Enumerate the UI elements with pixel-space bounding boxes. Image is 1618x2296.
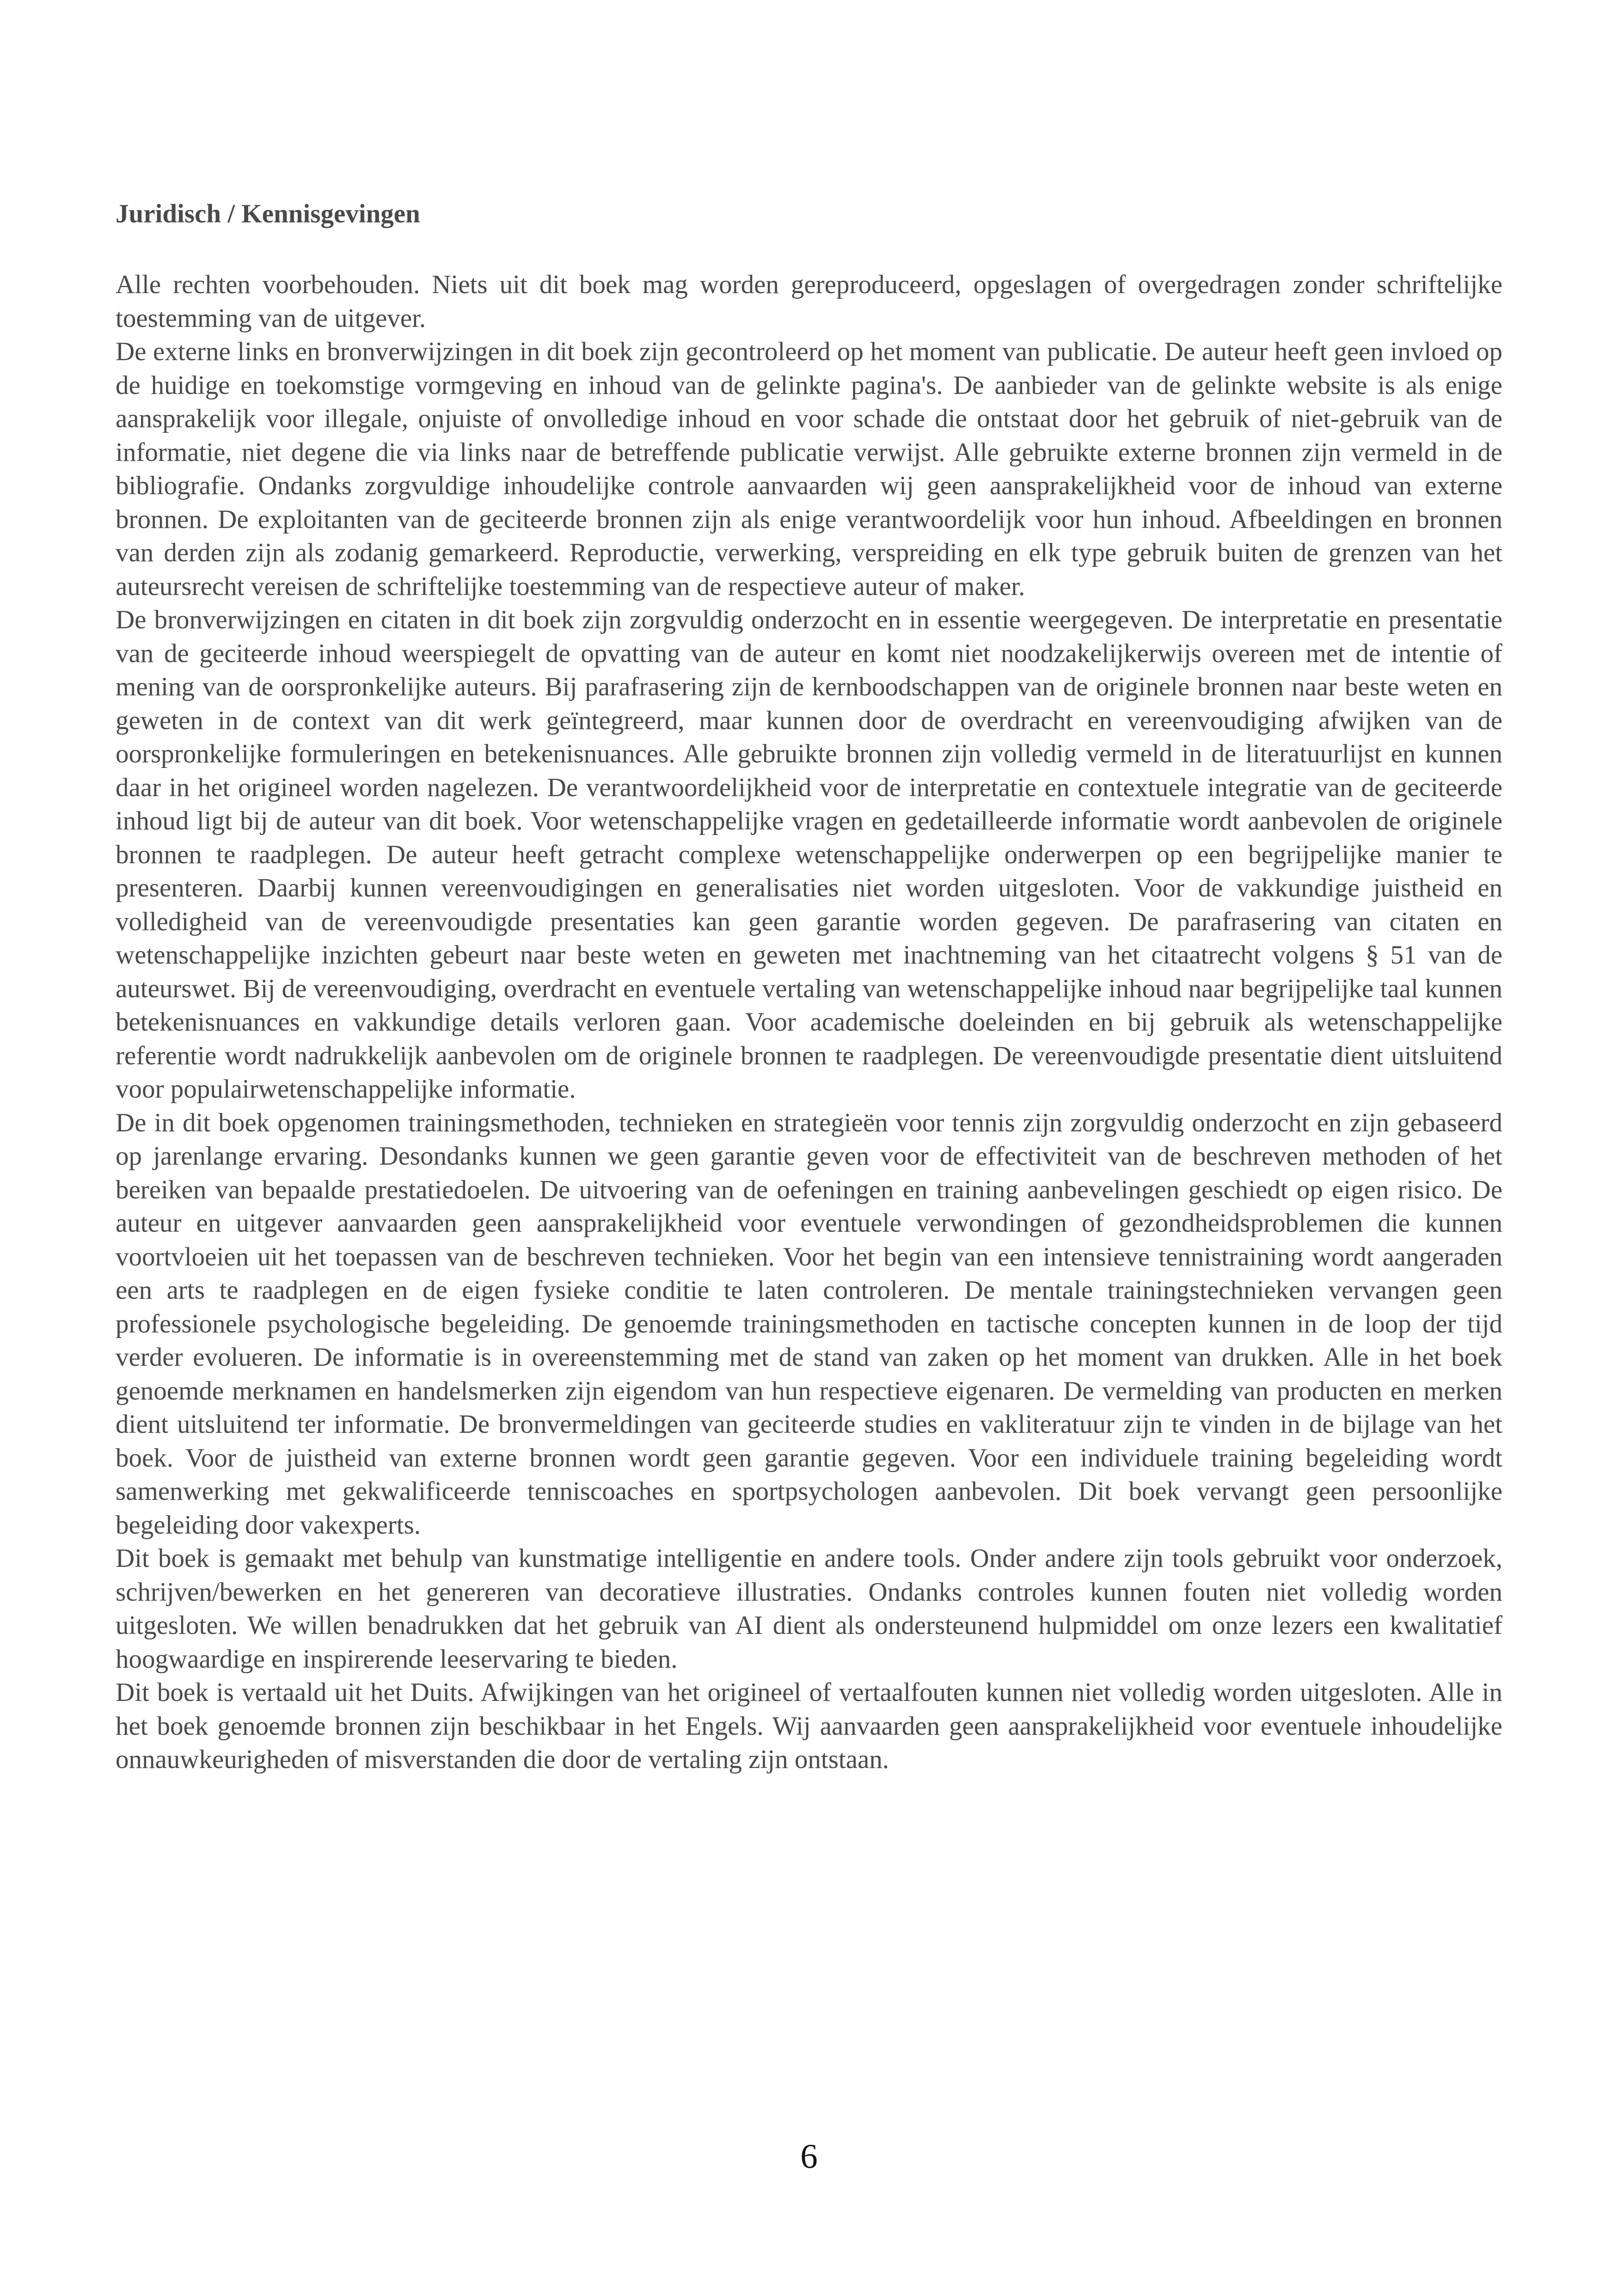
paragraph-citations: De bronverwijzingen en citaten in dit boek zijn zorgvuldig onderzocht en in essentie weergegeven. De interpretatie en presentatie van de geciteerde inhoud weerspiegelt de opvatting van de auteur en komt niet noodzakelijkerwijs overeen met de intentie of mening van de oorspronkelijke auteurs. Bij parafrasering zijn de kernboodschappen van de originele bronnen naar beste weten en geweten in de context van dit werk geïntegreerd, maar kunnen door de overdracht en vereenvoudiging afwijken van de oorspronkelijke formuleringen en betekenisnuances. Alle gebruikte bronnen zijn volledig vermeld in de literatuurlijst en kunnen daar in het origineel worden nagelezen. De verantwoordelijkheid voor de interpretatie en contextuele integratie van de geciteerde inhoud ligt bij de auteur van dit boek. Voor wetenschappelijke vragen en gedetailleerde informatie wordt aanbevolen de originele bronnen te raadplegen. De auteur heeft getracht complexe wetenschappelijke onderwerpen op een begrijpelijke manier te presenteren. Daarbij kunnen vereenvoudigingen en generalisaties niet worden uitgesloten. Voor de vakkundige juistheid en volledigheid van de vereenvoudigde presentaties kan geen garantie worden gegeven. De parafrasering van citaten en wetenschappelijke inzichten gebeurt naar beste weten en geweten met inachtneming van het citaatrecht volgens § 51 van de auteurswet. Bij de vereenvoudiging, overdracht en eventuele vertaling van wetenschappelijke inhoud naar begrijpelijke taal kunnen betekenisnuances en vakkundige details verloren gaan. Voor academische doeleinden en bij gebruik als wetenschappelijke referentie wordt nadrukkelijk aanbevolen om de originele bronnen te raadplegen. De vereenvoudigde presentatie dient uitsluitend voor populairwetenschappelijke informatie. [116,605,1502,1104]
paragraph-translation: Dit boek is vertaald uit het Duits. Afwijkingen van het origineel of vertaalfouten kunnen niet volledig worden uitgesloten. Alle in het boek genoemde bronnen zijn beschikbaar in het Engels. Wij aanvaarden geen aansprakelijkheid voor eventuele inhoudelijke onnauwkeurigheden of misverstanden die door de vertaling zijn ontstaan. [116,1678,1502,1774]
page-number: 6 [800,2137,818,2176]
paragraph-training-disclaimer: De in dit boek opgenomen trainingsmethoden, technieken en strategieën voor tennis zijn zorgvuldig onderzocht en zijn gebaseerd op jarenlange ervaring. Desondanks kunnen we geen garantie geven voor de effectiviteit van de beschreven methoden of het bereiken van bepaalde prestatiedoelen. De uitvoering van de oefeningen en training aanbevelingen geschiedt op eigen risico. De auteur en uitgever aanvaarden geen aansprakelijkheid voor eventuele verwondingen of gezondheidsproblemen die kunnen voortvloeien uit het toepassen van de beschreven technieken. Voor het begin van een intensieve tennistraining wordt aangeraden een arts te raadplegen en de eigen fysieke conditie te laten controleren. De mentale trainingstechnieken vervangen geen professionele psychologische begeleiding. De genoemde trainingsmethoden en tactische concepten kunnen in de loop der tijd verder evolueren. De informatie is in overeenstemming met de stand van zaken op het moment van drukken. Alle in het boek genoemde merknamen en handelsmerken zijn eigendom van hun respectieve eigenaren. De vermelding van producten en merken dient uitsluitend ter informatie. De bronvermeldingen van geciteerde studies en vakliteratuur zijn te vinden in de bijlage van het boek. Voor de juistheid van externe bronnen wordt geen garantie gegeven. Voor een individuele training begeleiding wordt samenwerking met gekwalificeerde tenniscoaches en sportpsychologen aanbevolen. Dit boek vervangt geen persoonlijke begeleiding door vakexperts. [116,1108,1502,1540]
page-title: Juridisch / Kennisgevingen [116,199,420,228]
paragraph-external-links: De externe links en bronverwijzingen in dit boek zijn gecontroleerd op het moment van publicatie. De auteur heeft geen invloed op de huidige en toekomstige vormgeving en inhoud van de gelinkte pagina's. De aanbieder van de gelinkte website is als enige aansprakelijk voor illegale, onjuiste of onvolledige inhoud en voor schade die ontstaat door het gebruik of niet-gebruik van de informatie, niet degene die via links naar de betreffende publicatie verwijst. Alle gebruikte externe bronnen zijn vermeld in de bibliografie. Ondanks zorgvuldige inhoudelijke controle aanvaarden wij geen aansprakelijkheid voor de inhoud van externe bronnen. De exploitanten van de geciteerde bronnen zijn als enige verantwoordelijk voor hun inhoud. Afbeeldingen en bronnen van derden zijn als zodanig gemarkeerd. Reproductie, verwerking, verspreiding en elk type gebruik buiten de grenzen van het auteursrecht vereisen de schriftelijke toestemming van de respectieve auteur of maker. [116,337,1502,601]
paragraph-ai-usage: Dit boek is gemaakt met behulp van kunstmatige intelligentie en andere tools. Onder andere zijn tools gebruikt voor onderzoek, schrijven/bewerken en het genereren van decoratieve illustraties. Ondanks controles kunnen fouten niet volledig worden uitgesloten. We willen benadrukken dat het gebruik van AI dient als ondersteunend hulpmiddel om onze lezers een kwalitatief hoogwaardige en inspirerende leeservaring te bieden. [116,1544,1502,1674]
paragraph-rights: Alle rechten voorbehouden. Niets uit dit boek mag worden gereproduceerd, opgeslagen of overgedragen zonder schriftelijke toestemming van de uitgever. [116,270,1502,333]
legal-notice-body [116,268,1502,1777]
